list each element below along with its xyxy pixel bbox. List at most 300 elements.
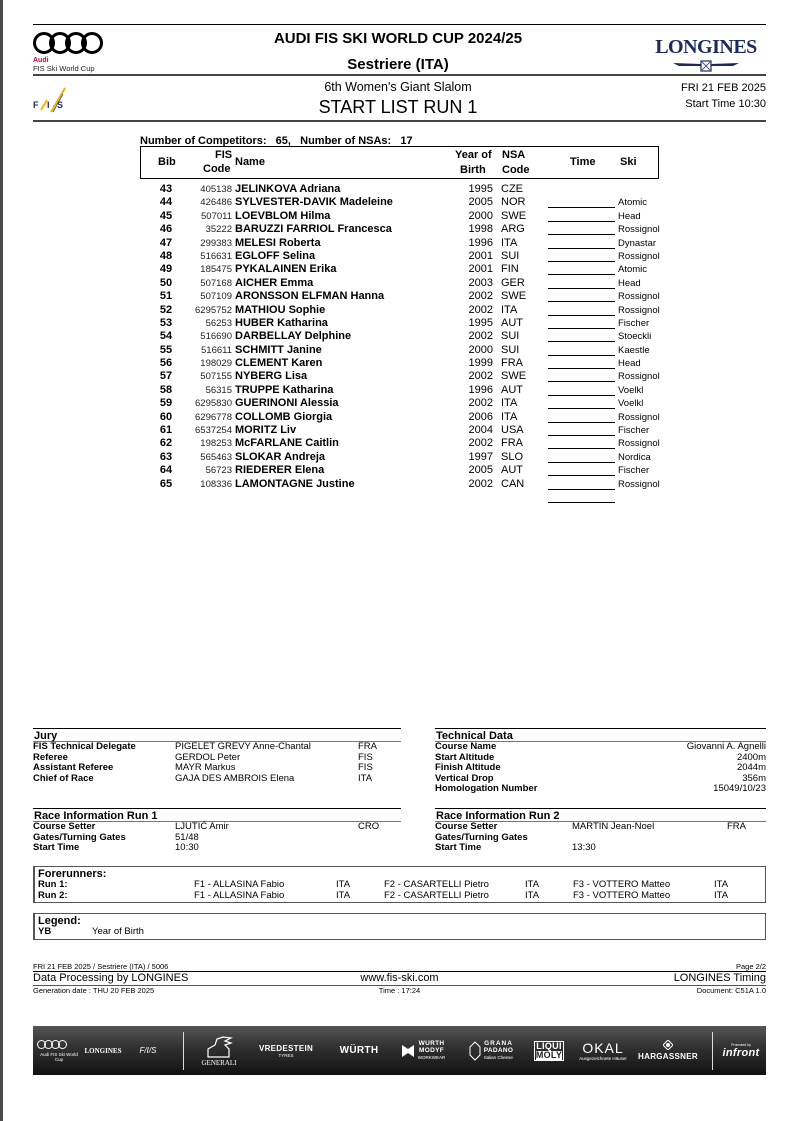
fis-code-cell: 35222 bbox=[205, 224, 232, 236]
sponsor-generali bbox=[197, 1026, 241, 1075]
year-of-birth-cell: 2002 bbox=[468, 437, 493, 450]
bib-cell: 51 bbox=[159, 290, 173, 303]
ski-brand-cell: Nordica bbox=[618, 451, 651, 463]
bib-cell: 49 bbox=[159, 263, 173, 276]
time-blank-line bbox=[548, 490, 615, 503]
bib-cell: 64 bbox=[159, 464, 173, 477]
fis-code-cell: 426486 bbox=[200, 197, 232, 209]
sponsor-fis bbox=[133, 1026, 163, 1075]
audi-rings-icon bbox=[33, 32, 113, 54]
time-blank-line bbox=[548, 383, 615, 396]
competitors-label: Number of Competitors: bbox=[140, 135, 267, 147]
header-bottom-rule bbox=[33, 120, 766, 122]
start-list-row bbox=[140, 397, 700, 410]
footer-document: Document: C51A 1.0 bbox=[696, 986, 766, 995]
forerunners-box bbox=[33, 866, 766, 903]
start-list-header bbox=[140, 146, 659, 179]
run2-start-time bbox=[435, 843, 766, 854]
grana-padano-icon bbox=[469, 1041, 481, 1061]
time-blank-line bbox=[548, 289, 615, 302]
run1-gates bbox=[33, 833, 401, 844]
fis-code-cell: 507109 bbox=[200, 291, 232, 303]
run1-course-setter bbox=[33, 822, 401, 833]
forerunner-f1-nation: ITA bbox=[336, 889, 351, 901]
time-blank-line bbox=[548, 410, 615, 423]
banner-separator-2 bbox=[712, 1032, 713, 1070]
bib-cell: 43 bbox=[159, 183, 173, 195]
run2-course-setter bbox=[435, 822, 766, 833]
sponsor-banner bbox=[33, 1026, 766, 1075]
year-of-birth-cell: 2002 bbox=[468, 397, 493, 410]
sponsor-wurth bbox=[329, 1026, 389, 1075]
athlete-name-cell: ARONSSON ELFMAN Hanna bbox=[235, 290, 385, 303]
year-of-birth-cell: 2005 bbox=[468, 196, 493, 209]
fis-code-cell: 516690 bbox=[200, 331, 232, 343]
run1-start-time bbox=[33, 843, 401, 854]
moly-text: MOLY bbox=[535, 1049, 563, 1060]
athlete-name-cell: SCHMITT Janine bbox=[235, 343, 322, 356]
nsa-code-cell: NOR bbox=[501, 196, 526, 209]
ski-brand-cell: Stoeckli bbox=[618, 331, 652, 343]
athlete-name-cell: COLLOMB Giorgia bbox=[235, 410, 333, 423]
year-of-birth-cell: 1995 bbox=[468, 183, 493, 195]
sponsor-okal bbox=[579, 1026, 627, 1075]
header-ski: Ski bbox=[620, 156, 637, 168]
start-list-row bbox=[140, 411, 700, 424]
year-of-birth-cell: 2000 bbox=[468, 343, 493, 356]
nsa-code-cell: FIN bbox=[501, 263, 519, 276]
svg-text:I: I bbox=[47, 100, 50, 110]
nsa-code-cell: FRA bbox=[501, 357, 523, 370]
banner-separator bbox=[183, 1032, 184, 1070]
label: Gates/Turning Gates bbox=[435, 831, 528, 843]
footer-processing: Data Processing by LONGINES bbox=[33, 972, 189, 984]
fis-code-cell: 6537254 bbox=[195, 425, 232, 437]
modyf-icon bbox=[401, 1043, 415, 1059]
vredestein-text: VREDESTEIN bbox=[258, 1043, 314, 1053]
start-list-row bbox=[140, 464, 700, 477]
start-time: Start Time 10:30 bbox=[685, 98, 766, 110]
nation: CRO bbox=[358, 821, 380, 832]
year-of-birth-cell: 1998 bbox=[468, 223, 493, 236]
technical-row bbox=[435, 742, 766, 753]
athlete-name-cell: CLEMENT Karen bbox=[235, 357, 323, 370]
time-blank-line bbox=[548, 222, 615, 235]
ski-brand-cell: Voelkl bbox=[618, 398, 644, 410]
start-list-row bbox=[140, 210, 700, 223]
athlete-name-cell: JELINKOVA Adriana bbox=[235, 183, 341, 195]
race-info-run1 bbox=[33, 808, 401, 854]
athlete-name-cell: BARUZZI FARRIOL Francesca bbox=[235, 223, 392, 236]
jury-member: MAYR Markus bbox=[175, 762, 236, 773]
sponsor-vredestein bbox=[255, 1026, 317, 1075]
fis-code-cell: 56723 bbox=[205, 465, 232, 477]
athlete-name-cell: LOEVBLOM Hilma bbox=[235, 209, 331, 222]
technical-value: 15049/10/23 bbox=[713, 783, 766, 794]
nsa-code-cell: SUI bbox=[501, 330, 520, 343]
technical-label: Homologation Number bbox=[435, 783, 538, 794]
sponsor-grana-padano bbox=[463, 1026, 519, 1075]
hargassner-icon bbox=[663, 1040, 673, 1050]
jury-nation: FRA bbox=[358, 741, 377, 752]
time-blank-line bbox=[548, 463, 615, 476]
athlete-name-cell: PYKALAINEN Erika bbox=[235, 263, 337, 276]
race-info-run2 bbox=[435, 808, 766, 854]
nsa-code-cell: SUI bbox=[501, 343, 520, 356]
athlete-name-cell: AICHER Emma bbox=[235, 276, 314, 289]
header-yob-bottom: Birth bbox=[460, 164, 486, 176]
bib-cell: 62 bbox=[159, 437, 173, 450]
technical-value: 2044m bbox=[736, 762, 766, 773]
fis-code-cell: 516631 bbox=[200, 250, 232, 262]
start-list-row bbox=[140, 437, 700, 450]
run2-title: Race Information Run 2 bbox=[435, 808, 766, 822]
start-list-row bbox=[140, 370, 700, 383]
page-header bbox=[33, 24, 766, 124]
nsa-code-cell: SUI bbox=[501, 249, 520, 262]
technical-value: 356m bbox=[742, 772, 766, 784]
event-date: FRI 21 FEB 2025 bbox=[681, 82, 766, 94]
infront-pre: Promoted by bbox=[731, 1042, 751, 1047]
athlete-name-cell: TRUPPE Katharina bbox=[235, 383, 334, 396]
footer-website[interactable]: www.fis-ski.com bbox=[360, 972, 439, 984]
start-list-row bbox=[140, 317, 700, 330]
forerunner-f1: F1 - ALLASINA Fabio bbox=[194, 879, 285, 890]
technical-label: Course Name bbox=[435, 741, 497, 752]
generali-text: GENERALI bbox=[201, 1058, 237, 1067]
fis-code-cell: 185475 bbox=[200, 264, 232, 276]
forerunner-f3: F3 - VOTTERO Matteo bbox=[573, 879, 671, 890]
jury-nation: FIS bbox=[358, 762, 373, 773]
athlete-name-cell: NYBERG Lisa bbox=[235, 370, 308, 383]
nsa-code-cell: SLO bbox=[501, 450, 524, 463]
time-blank-line bbox=[548, 316, 615, 329]
year-of-birth-cell: 1999 bbox=[468, 357, 493, 370]
header-yob-top: Year of bbox=[455, 149, 492, 161]
ski-brand-cell: Fischer bbox=[618, 425, 650, 437]
nsa-code-cell: ARG bbox=[501, 223, 525, 236]
liqui-text: LIQUI bbox=[536, 1040, 562, 1051]
start-list-rows bbox=[140, 183, 700, 504]
longines-wings-icon bbox=[671, 60, 741, 72]
athlete-name-cell: GUERINONI Alessia bbox=[235, 397, 339, 410]
modyf-line3: WORKWEAR bbox=[417, 1055, 446, 1060]
bib-cell: 57 bbox=[159, 370, 173, 383]
jury-role: Assistant Referee bbox=[33, 762, 114, 773]
athlete-name-cell: EGLOFF Selina bbox=[235, 249, 316, 262]
value: 13:30 bbox=[572, 842, 596, 853]
technical-row bbox=[435, 784, 766, 795]
nsa-code-cell: ITA bbox=[501, 236, 518, 249]
footer-generation-date: Generation date : THU 20 FEB 2025 bbox=[33, 986, 155, 995]
time-blank-line bbox=[548, 343, 615, 356]
forerunner-f3-nation: ITA bbox=[714, 879, 729, 890]
header-name: Name bbox=[235, 156, 265, 168]
start-list-row bbox=[140, 223, 700, 236]
forerunner-f1-nation: ITA bbox=[336, 879, 351, 890]
sponsor-wurth-modyf bbox=[397, 1026, 449, 1075]
start-list-row bbox=[140, 357, 700, 370]
jury-member: GERDOL Peter bbox=[175, 751, 241, 763]
footer-timing: LONGINES Timing bbox=[673, 972, 766, 984]
time-blank-line bbox=[548, 450, 615, 463]
jury-role: FIS Technical Delegate bbox=[33, 741, 136, 752]
year-of-birth-cell: 2002 bbox=[468, 290, 493, 303]
nsa-code-cell: AUT bbox=[501, 464, 523, 477]
world-cup-wordmark: FIS Ski World Cup bbox=[33, 64, 95, 73]
athlete-name-cell: MORITZ Liv bbox=[235, 424, 297, 437]
fis-code-cell: 507011 bbox=[201, 210, 232, 222]
nsa-code-cell: ITA bbox=[501, 397, 518, 410]
legend-meaning: Year of Birth bbox=[92, 926, 144, 937]
start-list-row bbox=[140, 451, 700, 464]
start-list-row bbox=[140, 304, 700, 317]
header-mid-rule bbox=[33, 74, 766, 76]
bib-cell: 54 bbox=[159, 330, 173, 343]
nsas-count: 17 bbox=[400, 135, 413, 147]
svg-text:S: S bbox=[57, 100, 64, 110]
label: Start Time bbox=[33, 842, 80, 853]
sponsor-liqui-moly bbox=[531, 1026, 567, 1075]
forerunner-f3: F3 - VOTTERO Matteo bbox=[573, 889, 671, 901]
fis-code-cell: 565463 bbox=[200, 451, 232, 463]
audi-sponsor-text: Audi FIS Ski World Cup bbox=[40, 1051, 78, 1062]
viewer-left-edge bbox=[0, 0, 3, 1121]
sponsor-longines bbox=[81, 1026, 125, 1075]
header-fis-bottom: Code bbox=[203, 163, 231, 175]
header-nsa-top: NSA bbox=[502, 149, 526, 161]
jury-role: Chief of Race bbox=[33, 772, 94, 784]
legend-box bbox=[33, 913, 766, 940]
start-list-row-trailer bbox=[140, 491, 700, 504]
jury-member: GAJA DES AMBROIS Elena bbox=[175, 772, 295, 784]
ski-brand-cell: Kaestle bbox=[618, 344, 650, 356]
bib-cell: 52 bbox=[159, 303, 173, 316]
technical-data-section bbox=[435, 728, 766, 795]
start-list-row bbox=[140, 424, 700, 437]
jury-nation: FIS bbox=[358, 751, 373, 763]
nsa-code-cell: SWE bbox=[501, 290, 527, 303]
ski-brand-cell: Rossignol bbox=[618, 224, 660, 236]
ski-brand-cell: Rossignol bbox=[618, 438, 660, 450]
modyf-line1: WURTH bbox=[418, 1040, 445, 1047]
start-list-row bbox=[140, 290, 700, 303]
header-time: Time bbox=[570, 156, 596, 168]
bib-cell: 53 bbox=[159, 316, 173, 329]
athlete-name-cell: LAMONTAGNE Justine bbox=[235, 477, 355, 490]
bib-cell: 63 bbox=[159, 450, 173, 463]
jury-member: PIGELET GREVY Anne-Chantal bbox=[175, 741, 311, 752]
year-of-birth-cell: 2000 bbox=[468, 209, 493, 222]
time-blank-line bbox=[548, 195, 615, 208]
ski-brand-cell: Voelkl bbox=[618, 384, 644, 396]
nsa-code-cell: CZE bbox=[501, 183, 523, 195]
list-title: START LIST RUN 1 bbox=[318, 97, 478, 117]
bib-cell: 56 bbox=[159, 357, 173, 370]
legend-row bbox=[38, 927, 762, 938]
nsa-code-cell: AUT bbox=[501, 316, 523, 329]
year-of-birth-cell: 2002 bbox=[468, 477, 493, 490]
audi-fis-world-cup-logo bbox=[33, 32, 113, 73]
start-list-row bbox=[140, 196, 700, 209]
start-list-row bbox=[140, 237, 700, 250]
header-fis-top: FIS bbox=[215, 149, 233, 161]
footer-ref: FRI 21 FEB 2025 / Sestriere (ITA) / 5006 bbox=[33, 962, 169, 971]
start-list-row bbox=[140, 277, 700, 290]
jury-row bbox=[33, 763, 401, 774]
time-blank-line bbox=[548, 436, 615, 449]
ski-brand-cell: Head bbox=[618, 210, 641, 222]
okal-text: OKAL bbox=[582, 1040, 624, 1056]
forerunner-row bbox=[38, 891, 762, 902]
time-blank-line bbox=[548, 477, 615, 490]
bib-cell: 47 bbox=[159, 236, 173, 249]
start-list-row bbox=[140, 344, 700, 357]
jury-nation: ITA bbox=[358, 772, 373, 784]
nsa-code-cell: AUT bbox=[501, 383, 523, 396]
nsa-code-cell: GER bbox=[501, 276, 525, 289]
ski-brand-cell: Rossignol bbox=[618, 291, 660, 303]
jury-row bbox=[33, 742, 401, 753]
ski-brand-cell: Head bbox=[618, 277, 641, 289]
bib-cell: 48 bbox=[159, 249, 173, 262]
time-blank-line bbox=[548, 209, 615, 222]
longines-sponsor-text: LONGINES bbox=[84, 1046, 122, 1055]
forerunner-f1: F1 - ALLASINA Fabio bbox=[194, 889, 285, 901]
forerunner-run: Run 1: bbox=[38, 879, 68, 890]
sponsor-hargassner bbox=[637, 1026, 699, 1075]
technical-label: Finish Altitude bbox=[435, 762, 501, 773]
year-of-birth-cell: 2002 bbox=[468, 303, 493, 316]
ski-brand-cell: Fischer bbox=[618, 317, 650, 329]
audi-rings-icon bbox=[37, 1040, 67, 1049]
fis-code-cell: 108336 bbox=[200, 478, 232, 490]
header-nsa-bottom: Code bbox=[502, 164, 530, 176]
longines-logo bbox=[650, 36, 762, 77]
nsa-code-cell: ITA bbox=[501, 410, 518, 423]
longines-wordmark: LONGINES bbox=[655, 36, 757, 58]
year-of-birth-cell: 1995 bbox=[468, 316, 493, 329]
nsa-code-cell: SWE bbox=[501, 370, 527, 383]
nsa-code-cell: SWE bbox=[501, 209, 527, 222]
ski-brand-cell: Rossignol bbox=[618, 304, 660, 316]
technical-value: 2400m bbox=[736, 751, 766, 763]
value: 51/48 bbox=[175, 831, 199, 843]
year-of-birth-cell: 1996 bbox=[468, 383, 493, 396]
fis-code-cell: 405138 bbox=[200, 184, 232, 195]
run2-gates bbox=[435, 833, 766, 844]
time-blank-line bbox=[548, 356, 615, 369]
jury-row bbox=[33, 774, 401, 785]
header-top-rule bbox=[33, 24, 766, 25]
fis-logo-icon bbox=[33, 86, 69, 114]
ski-brand-cell: Rossignol bbox=[618, 478, 660, 490]
time-blank-line bbox=[548, 303, 615, 316]
forerunner-run: Run 2: bbox=[38, 889, 68, 901]
start-list-row bbox=[140, 330, 700, 343]
athlete-name-cell: SYLVESTER-DAVIK Madeleine bbox=[235, 196, 393, 209]
fis-code-cell: 198253 bbox=[200, 438, 232, 450]
bib-cell: 46 bbox=[159, 223, 173, 236]
okal-sub: Ausgezeichnete Häuser bbox=[579, 1056, 627, 1061]
start-list-row bbox=[140, 384, 700, 397]
time-blank-line bbox=[548, 329, 615, 342]
forerunner-f2: F2 - CASARTELLI Pietro bbox=[384, 889, 489, 901]
fis-code-cell: 6296778 bbox=[195, 411, 232, 423]
forerunner-f2: F2 - CASARTELLI Pietro bbox=[384, 879, 489, 890]
ski-brand-cell: Rossignol bbox=[618, 250, 660, 262]
year-of-birth-cell: 2004 bbox=[468, 424, 493, 437]
value: 10:30 bbox=[175, 842, 199, 853]
sponsor-audi bbox=[37, 1026, 81, 1075]
bib-cell: 65 bbox=[159, 477, 173, 490]
start-list-row bbox=[140, 478, 700, 491]
bib-cell: 45 bbox=[159, 209, 173, 222]
generali-lion-icon bbox=[205, 1035, 233, 1059]
nsas-label: Number of NSAs: bbox=[300, 135, 392, 147]
technical-label: Start Altitude bbox=[435, 751, 495, 763]
ski-brand-cell: Head bbox=[618, 358, 641, 370]
fis-code-cell: 198029 bbox=[200, 358, 232, 370]
athlete-name-cell: HUBER Katharina bbox=[235, 316, 328, 329]
forerunner-row bbox=[38, 880, 762, 891]
fis-code-cell: 299383 bbox=[200, 237, 232, 249]
athlete-name-cell: MELESI Roberta bbox=[235, 236, 321, 249]
forerunner-f2-nation: ITA bbox=[525, 889, 540, 901]
technical-value: Giovanni A. Agnelli bbox=[686, 741, 766, 752]
header-bib: Bib bbox=[158, 156, 176, 168]
label: Course Setter bbox=[435, 821, 498, 832]
nsa-code-cell: CAN bbox=[501, 477, 525, 490]
bib-cell: 58 bbox=[159, 383, 173, 396]
athlete-name-cell: SLOKAR Andreja bbox=[235, 450, 326, 463]
year-of-birth-cell: 2002 bbox=[468, 370, 493, 383]
competitors-count: 65, bbox=[275, 135, 291, 147]
value: LJUTIĆ Amir bbox=[175, 821, 229, 832]
nsa-code-cell: USA bbox=[501, 424, 524, 437]
legend-title: Legend: bbox=[38, 915, 81, 927]
ski-brand-cell: Fischer bbox=[618, 465, 650, 477]
modyf-line2: MODYF bbox=[419, 1047, 444, 1054]
svg-text:F: F bbox=[33, 100, 39, 110]
year-of-birth-cell: 2001 bbox=[468, 249, 493, 262]
ski-brand-cell: Dynastar bbox=[618, 237, 657, 249]
fis-code-cell: 6295830 bbox=[195, 398, 232, 410]
start-list-row bbox=[140, 250, 700, 263]
time-blank-line bbox=[548, 396, 615, 409]
infront-text: infront bbox=[722, 1046, 760, 1059]
wurth-text: WÜRTH bbox=[339, 1045, 379, 1056]
run1-title: Race Information Run 1 bbox=[33, 808, 401, 822]
ski-brand-cell: Rossignol bbox=[618, 411, 660, 423]
year-of-birth-cell: 2005 bbox=[468, 464, 493, 477]
athlete-name-cell: RIEDERER Elena bbox=[235, 464, 325, 477]
technical-label: Vertical Drop bbox=[435, 772, 494, 784]
fis-sponsor-text: F/I/S bbox=[139, 1046, 157, 1055]
ski-brand-cell: Atomic bbox=[618, 197, 648, 209]
bib-cell: 59 bbox=[159, 397, 173, 410]
forerunner-f3-nation: ITA bbox=[714, 889, 729, 901]
fis-code-cell: 56253 bbox=[205, 317, 232, 329]
jury-role: Referee bbox=[33, 751, 68, 763]
technical-row bbox=[435, 763, 766, 774]
forerunner-f2-nation: ITA bbox=[525, 879, 540, 890]
vredestein-sub: TYRES bbox=[278, 1052, 294, 1058]
label: Course Setter bbox=[33, 821, 96, 832]
fis-code-cell: 507168 bbox=[200, 277, 232, 289]
time-blank-line bbox=[548, 262, 615, 275]
year-of-birth-cell: 1997 bbox=[468, 450, 493, 463]
